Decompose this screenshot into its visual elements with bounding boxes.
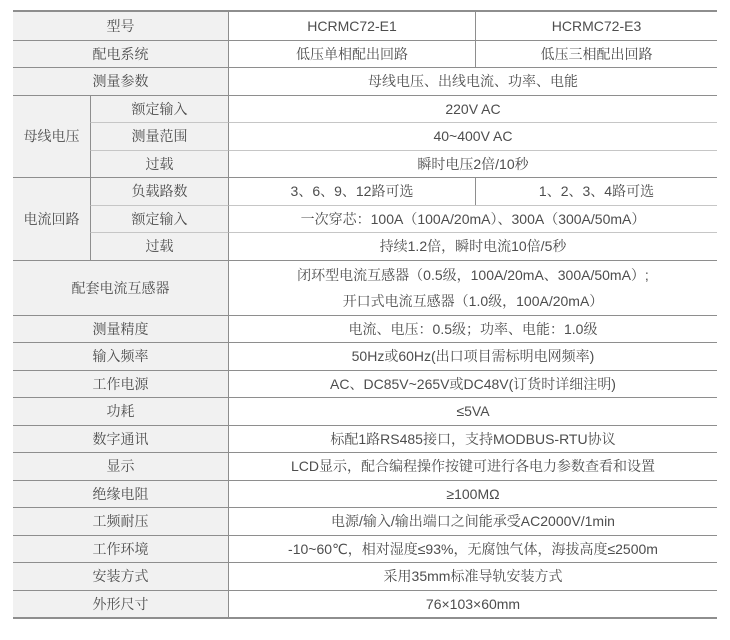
value-matched-ct [228,260,717,315]
value-matched-ct-line1: 闭环型电流互感器（0.5级，100A/20mA、300A/50mA）; [297,266,649,283]
table-row-bus-voltage-rated-input [13,95,717,123]
value-measured-parameters: 母线电压、出线电流、功率、电能 [228,67,717,95]
value-bus-rated-input: 220V AC [228,95,717,123]
label-power-consumption: 功耗 [13,397,228,425]
value-current-rated-input: 一次穿芯：100A（100A/20mA）、300A（300A/50mA） [228,205,717,233]
value-power-supply: AC、DC85V~265V或DC48V(订货时详细注明) [228,370,717,398]
value-input-frequency: 50Hz或60Hz(出口项目需标明电网频率) [228,342,717,370]
group-label-bus-voltage: 母线电压 [13,95,90,178]
label-operating-environment: 工作环境 [13,535,228,563]
label-display: 显示 [13,452,228,480]
label-withstand-voltage: 工频耐压 [13,507,228,535]
label-digital-communication: 数字通讯 [13,425,228,453]
value-digital-communication: 标配1路RS485接口，支持MODBUS-RTU协议 [228,425,717,453]
value-power-consumption: ≤5VA [228,397,717,425]
label-current-rated-input: 额定输入 [90,205,228,233]
table-row-model [13,12,717,40]
table-row-current-loop-rated-input [13,205,717,233]
value-bus-measure-range: 40~400V AC [228,122,717,150]
label-matched-ct: 配套电流互感器 [13,260,228,315]
value-insulation-resistance: ≥100MΩ [228,480,717,508]
table-row-mounting [13,562,717,590]
value-distribution-e1: 低压单相配出回路 [228,40,475,68]
table-row-distribution-system [13,40,717,68]
label-input-frequency: 输入频率 [13,342,228,370]
label-insulation-resistance: 绝缘电阻 [13,480,228,508]
table-row-operating-environment [13,535,717,563]
value-model-e1: HCRMC72-E1 [228,12,475,40]
table-row-digital-communication [13,425,717,453]
label-bus-overload: 过载 [90,150,228,178]
table-row-current-loop-overload [13,232,717,260]
table-row-power-supply [13,370,717,398]
group-label-current-loop: 电流回路 [13,177,90,260]
value-dimensions: 76×103×60mm [228,590,717,618]
label-bus-measure-range: 测量范围 [90,122,228,150]
label-power-supply: 工作电源 [13,370,228,398]
table-row-current-loop-channels [13,177,717,205]
value-distribution-e3: 低压三相配出回路 [475,40,717,68]
table-row-input-frequency [13,342,717,370]
spec-table [13,10,717,619]
value-operating-environment: -10~60℃，相对湿度≤93%，无腐蚀气体，海拔高度≤2500m [228,535,717,563]
table-row-dimensions [13,590,717,618]
value-display: LCD显示，配合编程操作按键可进行各电力参数查看和设置 [228,452,717,480]
table-row-withstand-voltage [13,507,717,535]
value-load-channels-e1: 3、6、9、12路可选 [228,177,475,205]
table-row-accuracy [13,315,717,343]
value-load-channels-e3: 1、2、3、4路可选 [475,177,717,205]
value-accuracy: 电流、电压：0.5级；功率、电能：1.0级 [228,315,717,343]
label-current-overload: 过载 [90,232,228,260]
table-row-display [13,452,717,480]
table-row-bus-voltage-range [13,122,717,150]
table-row-measured-parameters [13,67,717,95]
label-accuracy: 测量精度 [13,315,228,343]
value-mounting: 采用35mm标准导轨安装方式 [228,562,717,590]
label-dimensions: 外形尺寸 [13,590,228,618]
value-model-e3: HCRMC72-E3 [475,12,717,40]
value-withstand-voltage: 电源/输入/输出端口之间能承受AC2000V/1min [228,507,717,535]
label-measured-parameters: 测量参数 [13,67,228,95]
table-row-insulation-resistance [13,480,717,508]
table-row-power-consumption [13,397,717,425]
value-bus-overload: 瞬时电压2倍/10秒 [228,150,717,178]
label-model: 型号 [13,12,228,40]
value-matched-ct-line2: 开口式电流互感器（1.0级，100A/20mA） [342,292,604,309]
label-bus-rated-input: 额定输入 [90,95,228,123]
value-current-overload: 持续1.2倍，瞬时电流10倍/5秒 [228,232,717,260]
table-row-bus-voltage-overload [13,150,717,178]
label-mounting: 安装方式 [13,562,228,590]
label-distribution-system: 配电系统 [13,40,228,68]
table-row-matched-ct [13,260,717,315]
label-load-channels: 负载路数 [90,177,228,205]
